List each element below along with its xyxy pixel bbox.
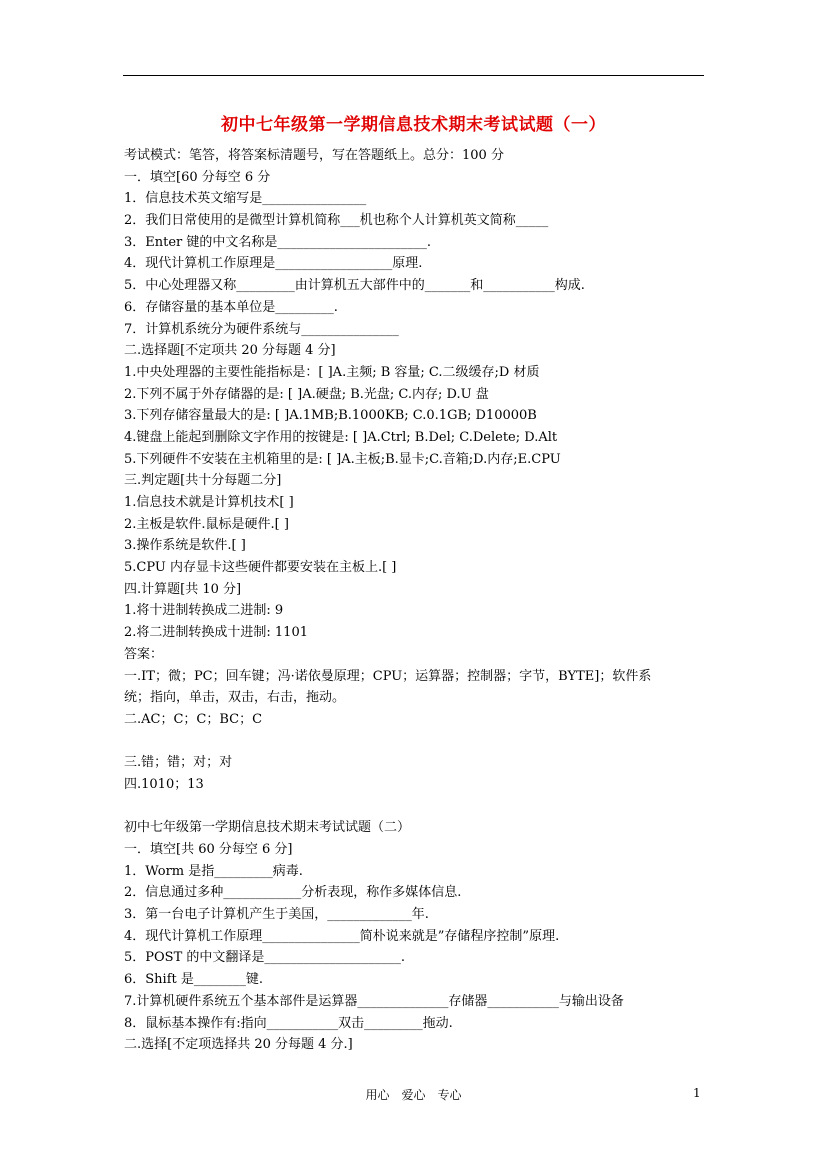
text-line: 四.1010；13 [124, 776, 204, 792]
text-line: 答案： [124, 646, 164, 662]
header-rule [123, 75, 704, 76]
text-line: 1.中央处理器的主要性能指标是：[ ]A.主频; B 容量; C.二级缓存;D 材质 [124, 364, 540, 380]
document-title: 初中七年级第一学期信息技术期末考试试题（一） [221, 115, 606, 135]
text-line: 统；指向，单击，双击，右击，拖动。 [124, 690, 346, 706]
text-line: 一．填空[共 60 分每空 6 分] [124, 842, 293, 857]
text-line [124, 731, 709, 753]
text-line: 6．Shift 是________键. [124, 972, 264, 988]
text-line: 2.主板是软件.鼠标是硬件.[ ] [124, 516, 289, 532]
text-line: 3．Enter 键的中文名称是_______________________. [124, 234, 432, 250]
text-line: 初中七年级第一学期信息技术期末考试试题（二） [124, 820, 411, 836]
text-line: 7.计算机硬件系统五个基本部件是运算器______________存储器___________与输出设备 [124, 993, 624, 1009]
text-line: 7．计算机系统分为硬件系统与_______________ [124, 321, 399, 337]
text-line: 4．现代计算机工作原理是__________________原理. [124, 256, 423, 272]
text-line: 四.计算题[共 10 分] [124, 581, 242, 597]
text-line: 4．现代计算机工作原理_______________简朴说来就是”存储程序控制”原理. [124, 928, 560, 944]
text-line: 1．Worm 是指_________病毒. [124, 863, 303, 879]
text-line: 6．存储容量的基本单位是_________. [124, 299, 338, 315]
document-body [124, 145, 709, 1056]
text-line [124, 796, 709, 818]
text-line: 考试模式：笔答，将答案标清题号，写在答题纸上。总分：100 分 [124, 148, 504, 163]
page-number: 1 [693, 1086, 701, 1100]
text-line: 二.AC；C；C；BC；C [124, 711, 263, 727]
text-line: 5.下列硬件不安装在主机箱里的是: [ ]A.主板;B.显卡;C.音箱;D.内存;E.CPU [124, 451, 561, 467]
text-line: 二.选择题[不定项共 20 分每题 4 分] [124, 343, 336, 359]
text-line: 3．第一台电子计算机产生于美国，_____________年. [124, 907, 429, 923]
text-line: 1.将十进制转换成二进制: 9 [124, 603, 284, 619]
text-line: 三.错；错；对；对 [124, 755, 233, 771]
text-line: 4.键盘上能起到删除文字作用的按键是: [ ]A.Ctrl; B.Del; C.Delete; D.Alt [124, 429, 558, 445]
text-line: 一．填空[60 分每空 6 分 [124, 169, 271, 185]
text-line: 2．我们日常使用的是微型计算机简称___机也称个人计算机英文简称_____ [124, 213, 549, 229]
text-line: 5．中心处理器又称_________由计算机五大部件中的_______和___________构成. [124, 278, 585, 294]
footer-motto: 用心 爱心 专心 [365, 1088, 462, 1102]
text-line: 5.CPU 内存显卡这些硬件都要安装在主板上.[ ] [124, 560, 397, 576]
text-line: 5．POST 的中文翻译是_____________________. [124, 950, 406, 966]
text-line: 二.选择[不定项选择共 20 分每题 4 分.] [124, 1037, 353, 1053]
text-line: 2．信息通过多种____________分析表现，称作多媒体信息. [124, 885, 462, 901]
text-line: 8．鼠标基本操作有:指向___________双击_________拖动. [124, 1015, 453, 1031]
text-line: 一.IT；微；PC；回车键；冯·诺依曼原理；CPU；运算器；控制器；字节，BYTE]；软件系 [124, 668, 652, 684]
text-line: 1.信息技术就是计算机技术[ ] [124, 495, 294, 510]
text-line: 1．信息技术英文缩写是________________ [124, 191, 367, 207]
text-line: 2.下列不属于外存储器的是: [ ]A.硬盘; B.光盘; C.内存; D.U 盘 [124, 386, 489, 402]
text-line: 3.下列存储容量最大的是: [ ]A.1MB;B.1000KB; C.0.1GB; D10000B [124, 408, 537, 424]
text-line: 3.操作系统是软件.[ ] [124, 538, 246, 554]
text-line: 三.判定题[共十分每题二分] [124, 473, 282, 489]
text-line: 2.将二进制转换成十进制: 1101 [124, 625, 308, 641]
